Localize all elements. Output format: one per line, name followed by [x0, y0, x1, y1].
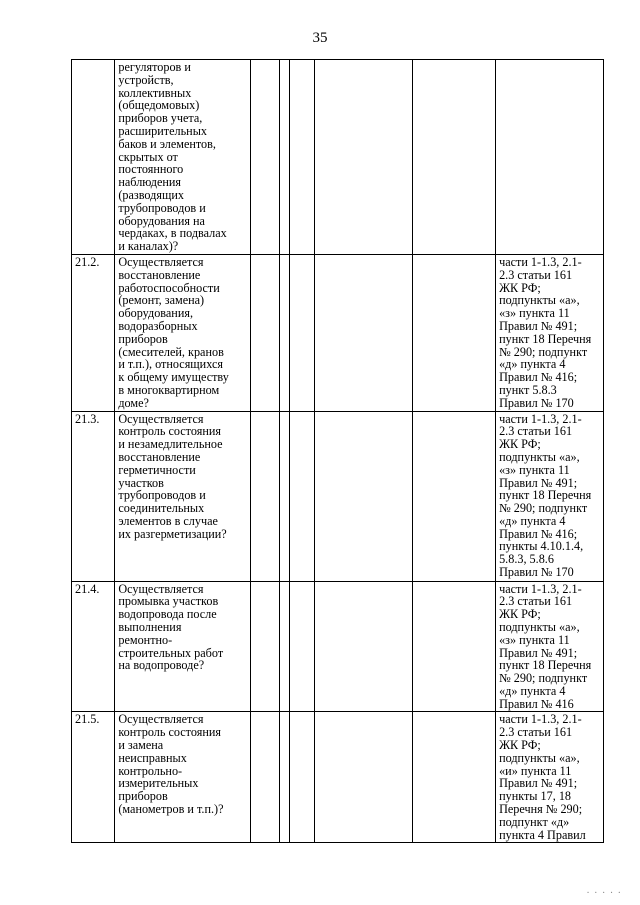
question-line: скрытых от [118, 149, 178, 164]
question-line: ремонтно- [118, 632, 173, 647]
question-line: приборов учета, [118, 111, 203, 126]
question-line: постоянного [118, 162, 184, 177]
question-line: промывка участков [118, 594, 219, 609]
table-row [72, 60, 604, 255]
question-line: чердаках, в подвалах [118, 226, 227, 241]
reference-line: пункта 4 Правил [499, 827, 586, 842]
answer-cell[interactable] [250, 581, 280, 712]
reference-line: 2.3 статьи 161 [499, 725, 573, 740]
reference-line: подпункты «а», [499, 449, 580, 464]
reference-line: «з» пункта 11 [499, 632, 570, 647]
reference-line: пункты 17, 18 [499, 789, 572, 804]
reference-line: «д» пункта 4 [499, 683, 566, 698]
reference-line: № 290; подпункт [499, 344, 588, 359]
answer-cell[interactable] [280, 581, 290, 712]
question-line: (смесителей, кранов [118, 344, 224, 359]
answer-cell[interactable] [412, 411, 496, 581]
answer-cell[interactable] [250, 712, 280, 843]
question-line: соединительных [118, 501, 205, 516]
reference-line: Перечня № 290; [499, 802, 583, 817]
row-number: 21.5. [72, 712, 115, 843]
question-line: измерительных [118, 776, 199, 791]
legal-reference-cell [496, 411, 604, 581]
reference-line: пункт 18 Перечня [499, 488, 592, 503]
question-line: выполнения [118, 619, 182, 634]
reference-line: Правил № 416; [499, 526, 578, 541]
answer-cell[interactable] [412, 60, 496, 255]
row-number [72, 60, 115, 255]
reference-line: ЖК РФ; [499, 437, 541, 452]
question-line: к общему имуществу [118, 370, 229, 385]
question-line: Осуществляется [118, 581, 204, 596]
legal-reference-cell [496, 581, 604, 712]
checklist-table [71, 59, 604, 843]
question-cell [115, 411, 250, 581]
reference-line: ЖК РФ; [499, 607, 541, 622]
question-line: трубопроводов и [118, 200, 206, 215]
question-line: баков и элементов, [118, 136, 216, 151]
reference-line: подпункты «а», [499, 293, 580, 308]
question-cell [115, 712, 250, 843]
reference-line: части 1-1.3, 2.1- [499, 581, 582, 596]
reference-line: ЖК РФ; [499, 738, 541, 753]
question-line: Осуществляется [118, 411, 204, 426]
question-line: (общедомовых) [118, 98, 200, 113]
reference-line: части 1-1.3, 2.1- [499, 411, 582, 426]
question-cell [115, 60, 250, 255]
answer-cell[interactable] [289, 581, 314, 712]
question-line: элементов в случае [118, 513, 218, 528]
question-line: (разводящих [118, 187, 184, 202]
reference-line: № 290; подпункт [499, 501, 588, 516]
reference-line: «д» пункта 4 [499, 357, 566, 372]
question-line: наблюдения [118, 175, 182, 190]
question-line: строительных работ [118, 645, 224, 660]
row-number: 21.4. [72, 581, 115, 712]
answer-cell[interactable] [250, 254, 280, 411]
answer-cell[interactable] [250, 411, 280, 581]
answer-cell[interactable] [289, 712, 314, 843]
answer-cell[interactable] [315, 254, 412, 411]
reference-line: 5.8.3, 5.8.6 [499, 552, 554, 567]
question-line: и каналах)? [118, 239, 179, 254]
scan-artifact: · · · · · [586, 888, 622, 899]
question-line: (ремонт, замена) [118, 293, 205, 308]
answer-cell[interactable] [315, 712, 412, 843]
question-line: (манометров и т.п.)? [118, 802, 224, 817]
question-line: восстановление [118, 267, 201, 282]
question-line: их разгерметизации? [118, 526, 227, 541]
question-cell [115, 581, 250, 712]
reference-line: 2.3 статьи 161 [499, 594, 573, 609]
reference-line: подпункт «д» [499, 814, 570, 829]
row-number: 21.3. [72, 411, 115, 581]
question-line: неисправных [118, 750, 187, 765]
reference-line: пункт 18 Перечня [499, 658, 592, 673]
table-row [72, 254, 604, 411]
reference-line: пункт 5.8.3 [499, 382, 557, 397]
question-line: приборов [118, 789, 168, 804]
reference-line: «з» пункта 11 [499, 462, 570, 477]
question-line: восстановление [118, 449, 201, 464]
question-line: регуляторов и [118, 60, 191, 74]
answer-cell[interactable] [280, 712, 290, 843]
answer-cell[interactable] [315, 581, 412, 712]
reference-line: 2.3 статьи 161 [499, 424, 573, 439]
reference-line: подпункты «а», [499, 750, 580, 765]
question-line: коллективных [118, 85, 192, 100]
legal-reference-cell [496, 254, 604, 411]
question-cell [115, 254, 250, 411]
reference-line: части 1-1.3, 2.1- [499, 712, 582, 727]
question-line: водоразборных [118, 318, 198, 333]
reference-line: Правил № 491; [499, 645, 578, 660]
answer-cell[interactable] [412, 581, 496, 712]
question-line: оборудования на [118, 213, 205, 228]
answer-cell[interactable] [280, 254, 290, 411]
reference-line: Правил № 491; [499, 318, 578, 333]
answer-cell[interactable] [289, 411, 314, 581]
reference-line: подпункты «а», [499, 619, 580, 634]
table-row [72, 411, 604, 581]
table-row [72, 712, 604, 843]
question-line: герметичности [118, 462, 196, 477]
reference-line: 2.3 статьи 161 [499, 267, 573, 282]
question-line: на водопроводе? [118, 658, 205, 673]
question-line: и т.п.), относящихся [118, 357, 223, 372]
answer-cell[interactable] [412, 254, 496, 411]
answer-cell[interactable] [289, 254, 314, 411]
reference-line: Правил № 491; [499, 475, 578, 490]
answer-cell[interactable] [289, 60, 314, 255]
question-line: расширительных [118, 123, 207, 138]
question-line: оборудования, [118, 306, 194, 321]
table-row [72, 581, 604, 712]
reference-line: «и» пункта 11 [499, 763, 572, 778]
reference-line: ЖК РФ; [499, 280, 541, 295]
answer-cell[interactable] [280, 411, 290, 581]
question-line: водопровода после [118, 607, 217, 622]
reference-line: Правил № 416 [499, 696, 574, 711]
question-line: Осуществляется [118, 254, 204, 269]
question-line: доме? [118, 395, 149, 410]
reference-line: части 1-1.3, 2.1- [499, 254, 582, 269]
reference-line: Правил № 491; [499, 776, 578, 791]
question-line: и замена [118, 738, 164, 753]
question-line: контрольно- [118, 763, 183, 778]
answer-cell[interactable] [412, 712, 496, 843]
reference-line: пункт 18 Перечня [499, 331, 592, 346]
question-line: трубопроводов и [118, 488, 206, 503]
page-number: 35 [312, 30, 328, 46]
legal-reference-cell [496, 712, 604, 843]
reference-line: Правил № 416; [499, 370, 578, 385]
reference-line: «з» пункта 11 [499, 306, 570, 321]
answer-cell[interactable] [315, 60, 412, 255]
reference-line: Правил № 170 [499, 565, 574, 580]
question-line: приборов [118, 331, 168, 346]
reference-line: Правил № 170 [499, 395, 574, 410]
question-line: и незамедлительное [118, 437, 223, 452]
question-line: устройств, [118, 72, 174, 87]
reference-line: «д» пункта 4 [499, 513, 566, 528]
question-line: работоспособности [118, 280, 220, 295]
reference-line: № 290; подпункт [499, 671, 588, 686]
question-line: Осуществляется [118, 712, 204, 727]
question-line: контроль состояния [118, 424, 221, 439]
legal-reference-cell [496, 60, 604, 255]
question-line: участков [118, 475, 164, 490]
answer-cell[interactable] [315, 411, 412, 581]
question-line: в многоквартирном [118, 382, 220, 397]
question-line: контроль состояния [118, 725, 221, 740]
reference-line: пункты 4.10.1.4, [499, 539, 584, 554]
answer-cell[interactable] [250, 60, 280, 255]
row-number: 21.2. [72, 254, 115, 411]
answer-cell[interactable] [280, 60, 290, 255]
